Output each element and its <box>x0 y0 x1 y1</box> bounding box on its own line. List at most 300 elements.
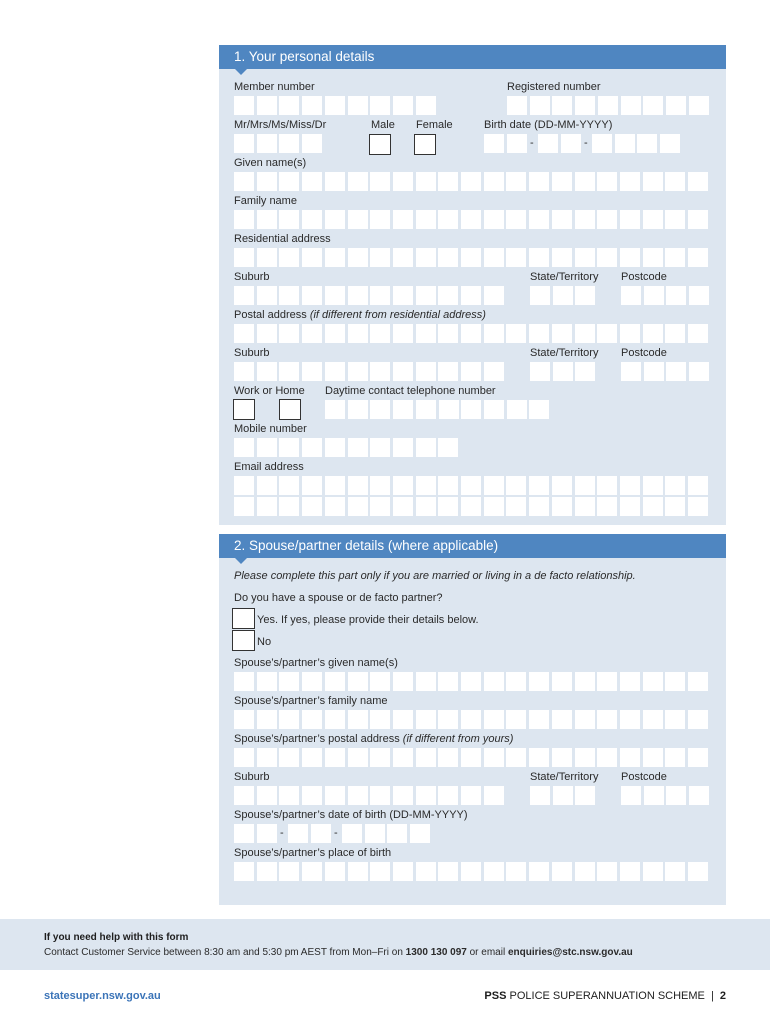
char-box[interactable] <box>279 286 299 305</box>
char-box[interactable] <box>644 286 664 305</box>
website-link[interactable]: statesuper.nsw.gov.au <box>44 990 161 1002</box>
char-box[interactable] <box>621 786 641 805</box>
char-box[interactable] <box>257 786 277 805</box>
char-box[interactable] <box>620 497 640 516</box>
char-box[interactable] <box>529 324 549 343</box>
char-box[interactable] <box>311 824 331 843</box>
char-box[interactable] <box>506 210 526 229</box>
char-box[interactable] <box>530 286 550 305</box>
char-box[interactable] <box>393 96 413 115</box>
char-box[interactable] <box>461 786 481 805</box>
char-box[interactable] <box>416 210 436 229</box>
char-box[interactable] <box>665 324 685 343</box>
char-box[interactable] <box>387 824 407 843</box>
char-box[interactable] <box>461 476 481 495</box>
char-box[interactable] <box>507 134 527 153</box>
char-box[interactable] <box>348 286 368 305</box>
char-box[interactable] <box>416 710 436 729</box>
char-box[interactable] <box>416 96 436 115</box>
char-box[interactable] <box>302 286 322 305</box>
char-box[interactable] <box>637 134 657 153</box>
char-box[interactable] <box>325 476 345 495</box>
char-box[interactable] <box>348 324 368 343</box>
char-box[interactable] <box>575 362 595 381</box>
char-box[interactable] <box>348 786 368 805</box>
char-box[interactable] <box>665 862 685 881</box>
char-box[interactable] <box>530 362 550 381</box>
char-box[interactable] <box>302 672 322 691</box>
char-box[interactable] <box>688 172 708 191</box>
char-box[interactable] <box>506 476 526 495</box>
char-box[interactable] <box>484 324 504 343</box>
char-box[interactable] <box>665 172 685 191</box>
char-box[interactable] <box>438 672 458 691</box>
char-box[interactable] <box>688 497 708 516</box>
home-checkbox[interactable] <box>279 399 301 420</box>
char-box[interactable] <box>438 786 458 805</box>
char-box[interactable] <box>529 748 549 767</box>
char-box[interactable] <box>257 824 277 843</box>
char-box[interactable] <box>665 672 685 691</box>
char-box[interactable] <box>302 710 322 729</box>
char-box[interactable] <box>620 672 640 691</box>
char-box[interactable] <box>575 476 595 495</box>
char-box[interactable] <box>553 286 573 305</box>
work-checkbox[interactable] <box>233 399 255 420</box>
char-box[interactable] <box>484 134 504 153</box>
char-box[interactable] <box>370 286 390 305</box>
char-box[interactable] <box>234 210 254 229</box>
char-box[interactable] <box>348 210 368 229</box>
char-box[interactable] <box>461 324 481 343</box>
char-box[interactable] <box>553 362 573 381</box>
char-box[interactable] <box>484 210 504 229</box>
spouse-yes-checkbox[interactable] <box>232 608 255 629</box>
char-box[interactable] <box>416 748 436 767</box>
char-box[interactable] <box>575 248 595 267</box>
char-box[interactable] <box>552 476 572 495</box>
char-box[interactable] <box>688 710 708 729</box>
char-box[interactable] <box>597 324 617 343</box>
char-box[interactable] <box>234 248 254 267</box>
char-box[interactable] <box>438 172 458 191</box>
char-box[interactable] <box>575 96 595 115</box>
char-box[interactable] <box>597 710 617 729</box>
char-box[interactable] <box>302 497 322 516</box>
char-box[interactable] <box>538 134 558 153</box>
char-box[interactable] <box>279 362 299 381</box>
char-box[interactable] <box>393 497 413 516</box>
char-box[interactable] <box>643 172 663 191</box>
char-box[interactable] <box>302 362 322 381</box>
char-box[interactable] <box>348 672 368 691</box>
char-box[interactable] <box>461 210 481 229</box>
char-box[interactable] <box>370 786 390 805</box>
char-box[interactable] <box>302 438 322 457</box>
char-box[interactable] <box>370 476 390 495</box>
char-box[interactable] <box>484 786 504 805</box>
char-box[interactable] <box>348 400 368 419</box>
char-box[interactable] <box>288 824 308 843</box>
char-box[interactable] <box>410 824 430 843</box>
char-box[interactable] <box>484 286 504 305</box>
char-box[interactable] <box>257 134 277 153</box>
char-box[interactable] <box>484 248 504 267</box>
char-box[interactable] <box>575 786 595 805</box>
char-box[interactable] <box>506 862 526 881</box>
char-box[interactable] <box>552 324 572 343</box>
char-box[interactable] <box>529 672 549 691</box>
char-box[interactable] <box>348 362 368 381</box>
char-box[interactable] <box>393 210 413 229</box>
char-box[interactable] <box>348 862 368 881</box>
char-box[interactable] <box>325 96 345 115</box>
char-box[interactable] <box>257 497 277 516</box>
char-box[interactable] <box>598 96 618 115</box>
char-box[interactable] <box>393 286 413 305</box>
char-box[interactable] <box>370 672 390 691</box>
char-box[interactable] <box>484 400 504 419</box>
char-box[interactable] <box>506 672 526 691</box>
char-box[interactable] <box>342 824 362 843</box>
char-box[interactable] <box>325 438 345 457</box>
char-box[interactable] <box>438 748 458 767</box>
char-box[interactable] <box>348 748 368 767</box>
char-box[interactable] <box>302 476 322 495</box>
char-box[interactable] <box>439 400 459 419</box>
char-box[interactable] <box>325 862 345 881</box>
char-box[interactable] <box>257 862 277 881</box>
char-box[interactable] <box>507 96 527 115</box>
char-box[interactable] <box>689 96 709 115</box>
char-box[interactable] <box>393 710 413 729</box>
char-box[interactable] <box>279 476 299 495</box>
char-box[interactable] <box>393 324 413 343</box>
char-box[interactable] <box>257 248 277 267</box>
char-box[interactable] <box>666 286 686 305</box>
char-box[interactable] <box>325 362 345 381</box>
char-box[interactable] <box>597 248 617 267</box>
char-box[interactable] <box>552 862 572 881</box>
char-box[interactable] <box>592 134 612 153</box>
char-box[interactable] <box>530 786 550 805</box>
char-box[interactable] <box>597 748 617 767</box>
char-box[interactable] <box>325 672 345 691</box>
char-box[interactable] <box>257 286 277 305</box>
char-box[interactable] <box>529 210 549 229</box>
char-box[interactable] <box>644 362 664 381</box>
char-box[interactable] <box>552 748 572 767</box>
char-box[interactable] <box>325 286 345 305</box>
char-box[interactable] <box>507 400 527 419</box>
char-box[interactable] <box>643 96 663 115</box>
char-box[interactable] <box>461 362 481 381</box>
char-box[interactable] <box>325 248 345 267</box>
char-box[interactable] <box>234 862 254 881</box>
char-box[interactable] <box>279 96 299 115</box>
char-box[interactable] <box>643 710 663 729</box>
char-box[interactable] <box>597 862 617 881</box>
char-box[interactable] <box>234 438 254 457</box>
char-box[interactable] <box>529 476 549 495</box>
char-box[interactable] <box>461 672 481 691</box>
char-box[interactable] <box>257 96 277 115</box>
char-box[interactable] <box>643 476 663 495</box>
char-box[interactable] <box>234 96 254 115</box>
char-box[interactable] <box>552 172 572 191</box>
char-box[interactable] <box>416 248 436 267</box>
char-box[interactable] <box>393 748 413 767</box>
char-box[interactable] <box>370 96 390 115</box>
char-box[interactable] <box>597 172 617 191</box>
char-box[interactable] <box>438 862 458 881</box>
help-email-link[interactable]: enquiries@stc.nsw.gov.au <box>507 947 633 958</box>
char-box[interactable] <box>234 497 254 516</box>
char-box[interactable] <box>552 497 572 516</box>
char-box[interactable] <box>348 438 368 457</box>
char-box[interactable] <box>529 400 549 419</box>
char-box[interactable] <box>257 710 277 729</box>
char-box[interactable] <box>370 210 390 229</box>
char-box[interactable] <box>575 862 595 881</box>
char-box[interactable] <box>461 286 481 305</box>
char-box[interactable] <box>438 476 458 495</box>
char-box[interactable] <box>438 324 458 343</box>
char-box[interactable] <box>530 96 550 115</box>
char-box[interactable] <box>643 210 663 229</box>
char-box[interactable] <box>257 324 277 343</box>
char-box[interactable] <box>461 710 481 729</box>
char-box[interactable] <box>279 786 299 805</box>
char-box[interactable] <box>689 362 709 381</box>
char-box[interactable] <box>348 172 368 191</box>
char-box[interactable] <box>643 497 663 516</box>
char-box[interactable] <box>416 362 436 381</box>
char-box[interactable] <box>621 362 641 381</box>
char-box[interactable] <box>665 497 685 516</box>
char-box[interactable] <box>643 672 663 691</box>
char-box[interactable] <box>234 172 254 191</box>
char-box[interactable] <box>438 286 458 305</box>
char-box[interactable] <box>393 362 413 381</box>
char-box[interactable] <box>257 362 277 381</box>
char-box[interactable] <box>325 497 345 516</box>
char-box[interactable] <box>279 672 299 691</box>
char-box[interactable] <box>665 476 685 495</box>
char-box[interactable] <box>279 862 299 881</box>
char-box[interactable] <box>279 438 299 457</box>
char-box[interactable] <box>370 748 390 767</box>
char-box[interactable] <box>597 210 617 229</box>
char-box[interactable] <box>575 286 595 305</box>
char-box[interactable] <box>416 438 436 457</box>
char-box[interactable] <box>370 400 390 419</box>
char-box[interactable] <box>643 862 663 881</box>
char-box[interactable] <box>689 786 709 805</box>
char-box[interactable] <box>506 497 526 516</box>
char-box[interactable] <box>370 497 390 516</box>
char-box[interactable] <box>688 324 708 343</box>
char-box[interactable] <box>461 248 481 267</box>
char-box[interactable] <box>666 96 686 115</box>
char-box[interactable] <box>597 476 617 495</box>
char-box[interactable] <box>484 172 504 191</box>
char-box[interactable] <box>234 134 254 153</box>
char-box[interactable] <box>561 134 581 153</box>
char-box[interactable] <box>438 248 458 267</box>
char-box[interactable] <box>620 210 640 229</box>
char-box[interactable] <box>302 248 322 267</box>
char-box[interactable] <box>643 248 663 267</box>
char-box[interactable] <box>370 324 390 343</box>
char-box[interactable] <box>484 497 504 516</box>
char-box[interactable] <box>325 748 345 767</box>
char-box[interactable] <box>348 497 368 516</box>
char-box[interactable] <box>416 400 436 419</box>
char-box[interactable] <box>416 497 436 516</box>
char-box[interactable] <box>416 786 436 805</box>
char-box[interactable] <box>643 748 663 767</box>
char-box[interactable] <box>689 286 709 305</box>
char-box[interactable] <box>302 210 322 229</box>
char-box[interactable] <box>484 862 504 881</box>
char-box[interactable] <box>666 786 686 805</box>
char-box[interactable] <box>348 248 368 267</box>
char-box[interactable] <box>529 172 549 191</box>
char-box[interactable] <box>660 134 680 153</box>
char-box[interactable] <box>416 286 436 305</box>
char-box[interactable] <box>688 862 708 881</box>
char-box[interactable] <box>348 710 368 729</box>
char-box[interactable] <box>365 824 385 843</box>
char-box[interactable] <box>234 286 254 305</box>
char-box[interactable] <box>529 862 549 881</box>
char-box[interactable] <box>325 400 345 419</box>
char-box[interactable] <box>416 172 436 191</box>
char-box[interactable] <box>279 324 299 343</box>
char-box[interactable] <box>393 476 413 495</box>
char-box[interactable] <box>393 786 413 805</box>
char-box[interactable] <box>302 748 322 767</box>
char-box[interactable] <box>529 710 549 729</box>
char-box[interactable] <box>552 248 572 267</box>
char-box[interactable] <box>484 476 504 495</box>
char-box[interactable] <box>620 172 640 191</box>
char-box[interactable] <box>484 672 504 691</box>
char-box[interactable] <box>461 862 481 881</box>
char-box[interactable] <box>393 438 413 457</box>
char-box[interactable] <box>302 324 322 343</box>
char-box[interactable] <box>279 748 299 767</box>
char-box[interactable] <box>484 362 504 381</box>
char-box[interactable] <box>644 786 664 805</box>
char-box[interactable] <box>325 786 345 805</box>
char-box[interactable] <box>620 248 640 267</box>
char-box[interactable] <box>615 134 635 153</box>
char-box[interactable] <box>620 324 640 343</box>
char-box[interactable] <box>575 172 595 191</box>
char-box[interactable] <box>597 497 617 516</box>
char-box[interactable] <box>643 324 663 343</box>
char-box[interactable] <box>393 248 413 267</box>
char-box[interactable] <box>370 710 390 729</box>
char-box[interactable] <box>552 96 572 115</box>
char-box[interactable] <box>302 862 322 881</box>
male-checkbox[interactable] <box>369 134 391 155</box>
char-box[interactable] <box>393 172 413 191</box>
char-box[interactable] <box>484 710 504 729</box>
char-box[interactable] <box>393 862 413 881</box>
char-box[interactable] <box>620 748 640 767</box>
char-box[interactable] <box>234 710 254 729</box>
char-box[interactable] <box>438 210 458 229</box>
char-box[interactable] <box>416 672 436 691</box>
char-box[interactable] <box>665 210 685 229</box>
char-box[interactable] <box>234 786 254 805</box>
char-box[interactable] <box>575 710 595 729</box>
char-box[interactable] <box>370 362 390 381</box>
char-box[interactable] <box>575 748 595 767</box>
char-box[interactable] <box>234 362 254 381</box>
char-box[interactable] <box>552 672 572 691</box>
char-box[interactable] <box>575 324 595 343</box>
char-box[interactable] <box>575 210 595 229</box>
char-box[interactable] <box>506 172 526 191</box>
char-box[interactable] <box>665 248 685 267</box>
char-box[interactable] <box>438 438 458 457</box>
char-box[interactable] <box>506 324 526 343</box>
char-box[interactable] <box>370 248 390 267</box>
char-box[interactable] <box>621 96 641 115</box>
char-box[interactable] <box>257 672 277 691</box>
char-box[interactable] <box>506 710 526 729</box>
char-box[interactable] <box>438 362 458 381</box>
char-box[interactable] <box>325 172 345 191</box>
char-box[interactable] <box>279 210 299 229</box>
char-box[interactable] <box>620 476 640 495</box>
char-box[interactable] <box>553 786 573 805</box>
char-box[interactable] <box>279 172 299 191</box>
char-box[interactable] <box>575 497 595 516</box>
char-box[interactable] <box>234 476 254 495</box>
char-box[interactable] <box>257 172 277 191</box>
char-box[interactable] <box>416 324 436 343</box>
char-box[interactable] <box>438 497 458 516</box>
char-box[interactable] <box>279 710 299 729</box>
char-box[interactable] <box>370 862 390 881</box>
char-box[interactable] <box>621 286 641 305</box>
char-box[interactable] <box>234 748 254 767</box>
char-box[interactable] <box>597 672 617 691</box>
char-box[interactable] <box>484 748 504 767</box>
char-box[interactable] <box>552 710 572 729</box>
char-box[interactable] <box>552 210 572 229</box>
char-box[interactable] <box>257 476 277 495</box>
spouse-no-checkbox[interactable] <box>232 630 255 651</box>
char-box[interactable] <box>325 710 345 729</box>
char-box[interactable] <box>620 710 640 729</box>
char-box[interactable] <box>234 824 254 843</box>
char-box[interactable] <box>666 362 686 381</box>
char-box[interactable] <box>279 248 299 267</box>
char-box[interactable] <box>461 497 481 516</box>
char-box[interactable] <box>302 786 322 805</box>
char-box[interactable] <box>688 672 708 691</box>
char-box[interactable] <box>461 172 481 191</box>
char-box[interactable] <box>257 210 277 229</box>
char-box[interactable] <box>302 96 322 115</box>
char-box[interactable] <box>529 248 549 267</box>
